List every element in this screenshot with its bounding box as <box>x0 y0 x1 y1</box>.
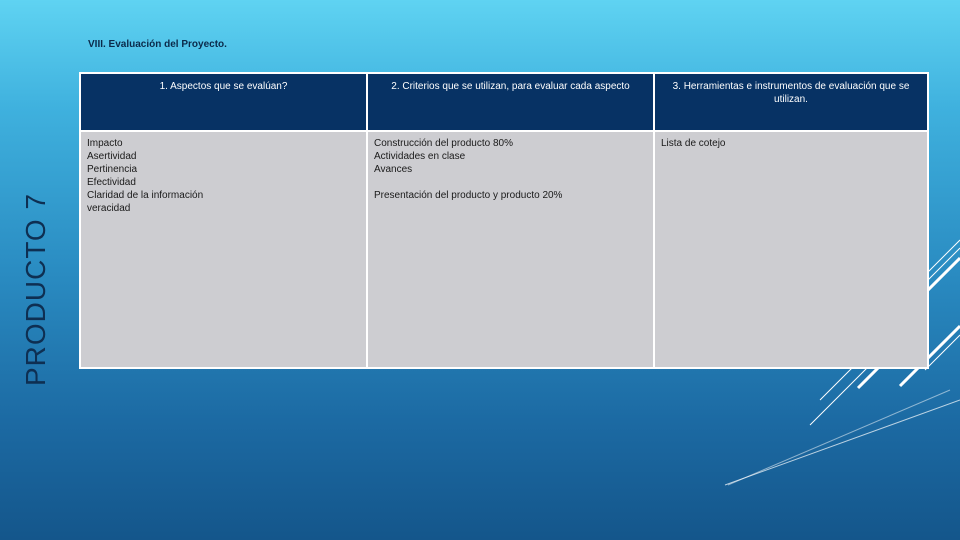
criteria-item: Presentación del producto y producto 20% <box>374 190 563 201</box>
header-tools: 3. Herramientas e instrumentos de evaluación que se utilizan. <box>654 73 928 131</box>
spacer <box>374 176 647 189</box>
table-header-row <box>80 73 928 131</box>
vertical-title: PRODUCTO 7 <box>20 192 51 386</box>
aspect-item: Impacto <box>87 138 123 149</box>
aspect-item: Asertividad <box>87 151 137 162</box>
tool-item: Lista de cotejo <box>661 138 726 149</box>
evaluation-table <box>79 72 929 369</box>
cell-criteria <box>367 131 654 368</box>
aspect-item: Claridad de la información <box>87 190 204 201</box>
criteria-item: Avances <box>374 164 413 175</box>
cell-tools <box>654 131 928 368</box>
criteria-item: Construcción del producto 80% <box>374 138 513 149</box>
aspect-item: Pertinencia <box>87 164 138 175</box>
aspect-item: veracidad <box>87 203 131 214</box>
header-aspects: 1. Aspectos que se evalúan? <box>80 73 367 131</box>
section-title: VIII. Evaluación del Proyecto. <box>88 39 227 50</box>
header-criteria: 2. Criterios que se utilizan, para evaluar cada aspecto <box>367 73 654 131</box>
aspect-item: Efectividad <box>87 177 136 188</box>
cell-aspects <box>80 131 367 368</box>
table-row <box>80 131 928 368</box>
criteria-item: Actividades en clase <box>374 151 466 162</box>
